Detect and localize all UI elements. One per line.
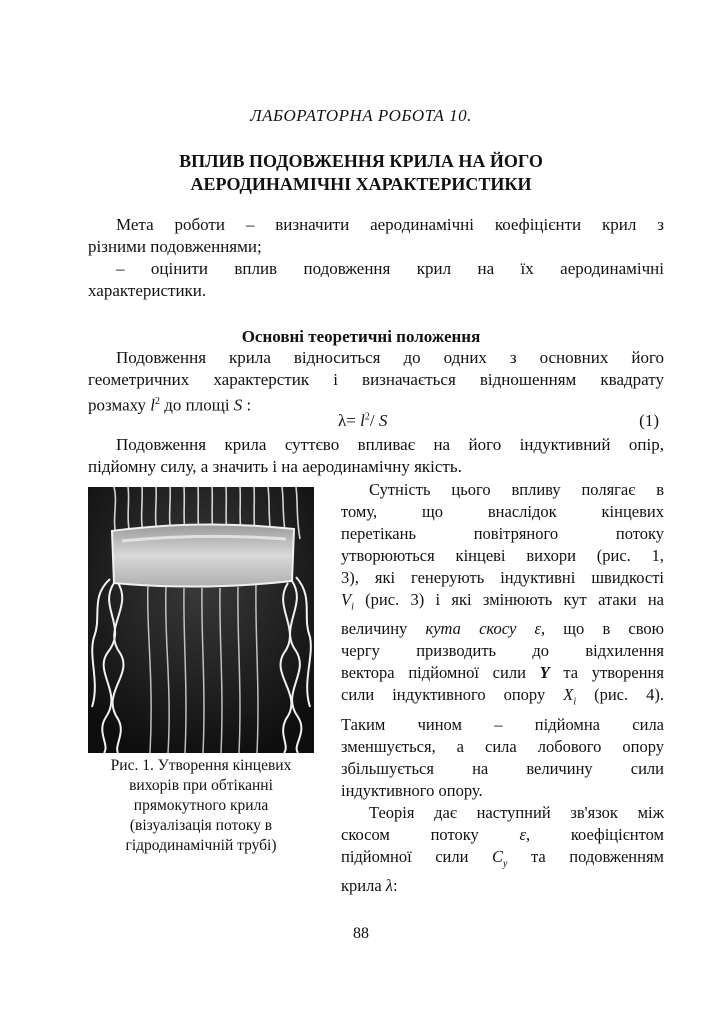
text-line: геометричних характерстик і визначається відношенням квадрату bbox=[88, 370, 664, 389]
intro-paragraph bbox=[88, 347, 664, 417]
vortex-visualization-image bbox=[88, 487, 314, 753]
text-line: сили індуктивного опору $X_i$ (рис. 4). bbox=[341, 685, 664, 708]
lab-title: ЛАБОРАТОРНА РОБОТА 10. bbox=[250, 106, 472, 125]
text-line: перетікань повітряного потоку bbox=[341, 524, 664, 543]
caption-line: вихорів при обтіканні bbox=[129, 777, 273, 794]
text-line: розмаху $l^2$ до площі S : bbox=[88, 395, 252, 415]
formula-lambda: $\lambda= l^2/$ S bbox=[338, 411, 388, 430]
caption-line: (візуалізація потоку в bbox=[129, 817, 273, 834]
wingtip-vortex-photo bbox=[88, 487, 314, 753]
text-line: Подовження крила суттєво впливає на його індуктивний опір, bbox=[116, 435, 664, 454]
main-title-line2: АЕРОДИНАМІЧНІ ХАРАКТЕРИСТИКИ bbox=[190, 174, 532, 194]
text-line: зменшується, а сила лобового опору bbox=[341, 736, 664, 756]
section-heading: Основні теоретичні положення bbox=[241, 327, 481, 346]
main-title-line1: ВПЛИВ ПОДОВЖЕННЯ КРИЛА НА ЙОГО bbox=[179, 151, 543, 171]
text-line: підйомної сили $C_y$ та подовженням bbox=[341, 846, 664, 869]
formula-number: (1) bbox=[639, 411, 659, 430]
text-line: крила λ: bbox=[341, 875, 398, 895]
text-line: тому, що внаслідок кінцевих bbox=[341, 502, 664, 521]
text-line: збільшується на величину сили bbox=[341, 758, 664, 778]
text-line: підйомну силу, а значить і на аеродинамічну якість. bbox=[88, 457, 462, 476]
goal-line: характеристики. bbox=[88, 281, 207, 300]
text-line: вектора підйомної сили Y та утворення bbox=[341, 663, 664, 683]
right-column-text bbox=[341, 479, 664, 897]
text-line: індуктивного опору. bbox=[341, 780, 483, 800]
main-title bbox=[0, 150, 722, 196]
text-line: Таким чином – підйомна сила bbox=[341, 714, 664, 734]
goal-line: – оцінити вплив подовження крил на їх аеродинамічні bbox=[116, 259, 664, 278]
caption-line: Рис. 1. Утворення кінцевих bbox=[110, 757, 292, 774]
text-line: Подовження крила відноситься до одних з основних його bbox=[116, 348, 664, 367]
goal-line: різними подовженнями; bbox=[88, 237, 262, 256]
text-line: Теорія дає наступний зв'язок між bbox=[369, 802, 664, 822]
goal-line: Мета роботи – визначити аеродинамічні коефіцієнти крил з bbox=[116, 215, 664, 234]
text-line: 3), які генерують індуктивні швидкості bbox=[341, 568, 664, 587]
text-line: Сутність цього впливу полягає в bbox=[369, 480, 664, 499]
text-line: скосом потоку ε, коефіцієнтом bbox=[341, 824, 664, 844]
caption-line: прямокутного крила bbox=[133, 797, 269, 814]
page-number: 88 bbox=[353, 925, 369, 942]
text-line: утворюються кінцеві вихори (рис. 1, bbox=[341, 546, 664, 565]
effect-paragraph bbox=[88, 434, 664, 478]
text-line: величину кута скосу ε, що в свою bbox=[341, 619, 665, 639]
caption-line: гідродинамічній трубі) bbox=[125, 837, 277, 854]
text-line: $V_i$ (рис. 3) і які змінюють кут атаки на bbox=[341, 590, 664, 613]
goal-paragraph bbox=[88, 214, 664, 302]
figure-caption bbox=[88, 756, 314, 856]
text-line: чергу призводить до відхилення bbox=[341, 641, 664, 661]
